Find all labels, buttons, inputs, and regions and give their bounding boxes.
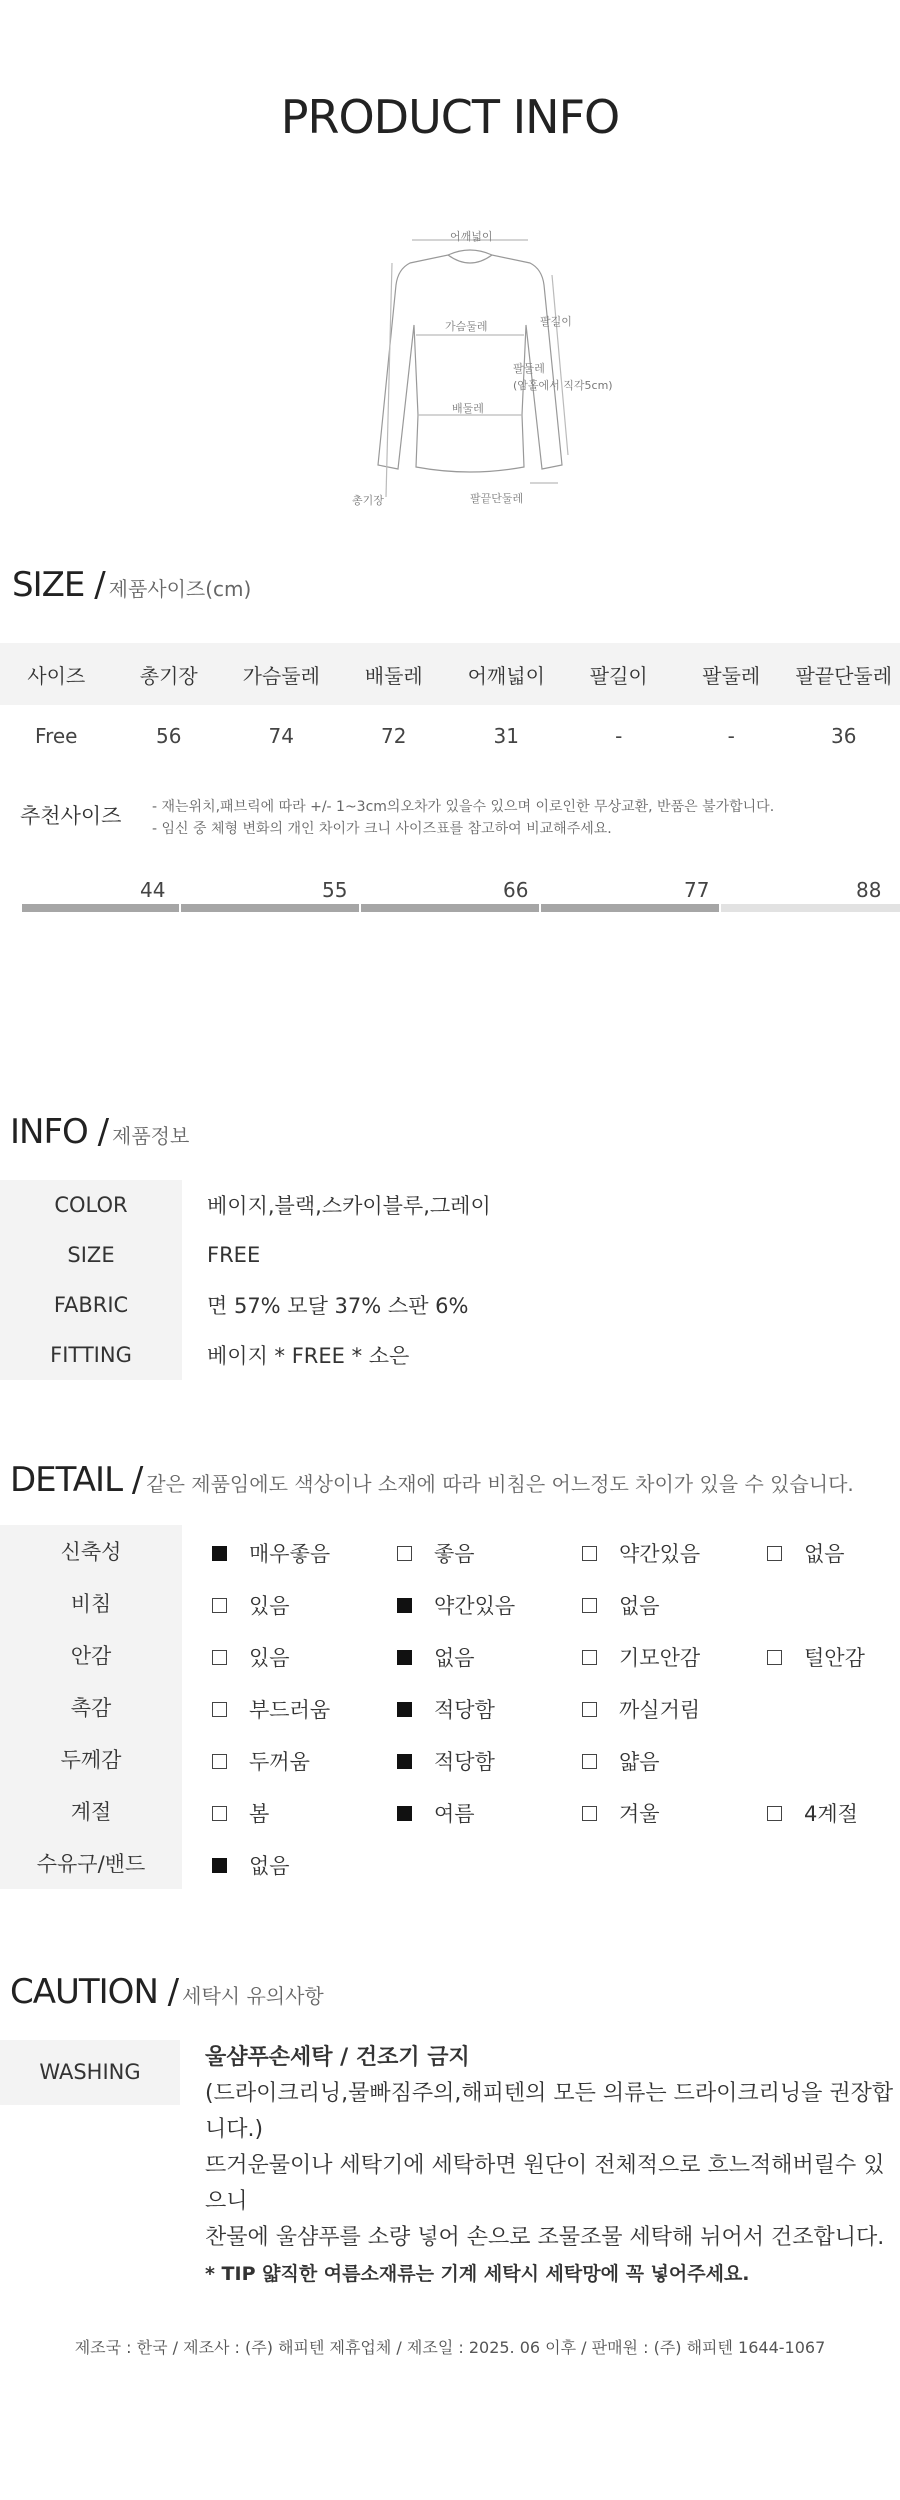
detail-options	[182, 1629, 900, 1681]
detail-key: 비침	[0, 1577, 182, 1629]
info-heading-title: INFO /	[10, 1112, 109, 1152]
detail-key: 계절	[0, 1785, 182, 1837]
size-table-row	[0, 705, 900, 767]
detail-option-label: 기모안감	[619, 1646, 701, 1670]
caution-heading-sub: 세탁시 유의사항	[182, 1984, 324, 2008]
detail-option-label: 봄	[249, 1802, 270, 1826]
size-col-header: 가슴둘레	[225, 643, 338, 705]
detail-option-label: 좋음	[434, 1542, 475, 1566]
detail-option	[212, 1694, 330, 1724]
detail-option-label: 적당함	[434, 1750, 495, 1774]
diagram-label-cuff: 팔끝단둘레	[470, 492, 524, 505]
info-table	[0, 1180, 900, 1380]
unchecked-box-icon	[767, 1546, 782, 1561]
detail-options	[182, 1733, 900, 1785]
info-value: 베이지 * FREE * 소은	[207, 1344, 410, 1368]
checked-box-icon	[397, 1650, 412, 1665]
detail-heading	[10, 1460, 854, 1500]
detail-option	[582, 1642, 700, 1672]
info-row	[0, 1330, 900, 1380]
size-heading-title: SIZE /	[12, 565, 105, 605]
checked-box-icon	[212, 1546, 227, 1561]
detail-option	[582, 1590, 660, 1620]
scale-segment	[181, 904, 359, 912]
unchecked-box-icon	[582, 1806, 597, 1821]
detail-option	[767, 1642, 865, 1672]
detail-option-label: 부드러움	[249, 1698, 331, 1722]
scale-segment	[541, 904, 719, 912]
detail-option	[212, 1746, 310, 1776]
detail-option-label: 없음	[249, 1854, 290, 1878]
size-cell: -	[727, 724, 735, 748]
size-table-header	[0, 643, 900, 705]
info-key: FITTING	[0, 1330, 182, 1380]
detail-row	[0, 1837, 900, 1889]
scale-label-55: 55	[322, 878, 348, 902]
detail-key: 두께감	[0, 1733, 182, 1785]
unchecked-box-icon	[582, 1598, 597, 1613]
detail-option	[767, 1538, 845, 1568]
detail-options	[182, 1785, 900, 1837]
page-title: PRODUCT INFO	[280, 90, 620, 144]
unchecked-box-icon	[212, 1754, 227, 1769]
checked-box-icon	[212, 1858, 227, 1873]
info-value: 면 57% 모달 37% 스판 6%	[207, 1294, 469, 1318]
footer-info: 제조국 : 한국 / 제조사 : (주) 해피텐 제휴업체 / 제조일 : 2025. 06 이후 / 판매원 : (주) 해피텐 1644-1067	[74, 2338, 826, 2357]
size-col-header: 어깨넓이	[450, 643, 563, 705]
scale-label-77: 77	[684, 878, 710, 902]
detail-option-label: 여름	[434, 1802, 475, 1826]
detail-options	[182, 1525, 900, 1577]
size-heading-sub: 제품사이즈(cm)	[108, 577, 252, 601]
detail-option-label: 4계절	[804, 1802, 858, 1826]
detail-option	[767, 1798, 858, 1828]
detail-option-label: 매우좋음	[249, 1542, 331, 1566]
detail-option-label: 털안감	[804, 1646, 865, 1670]
checked-box-icon	[397, 1754, 412, 1769]
detail-option-label: 얇음	[619, 1750, 660, 1774]
diagram-label-sleeve-width-note: (암홀에서 직각5cm)	[513, 379, 613, 392]
size-cell: 31	[493, 724, 519, 748]
size-cell: 36	[831, 724, 857, 748]
detail-option	[397, 1746, 495, 1776]
washing-line: 찬물에 울샴푸를 소량 넣어 손으로 조물조물 세탁해 뉘어서 건조합니다.	[205, 2225, 885, 2250]
washing-line: (드라이크리닝,물빠짐주의,해피텐의 모든 의류는 드라이크리닝을 권장합니다.)	[205, 2081, 894, 2142]
scale-label-66: 66	[503, 878, 529, 902]
detail-option	[582, 1746, 660, 1776]
detail-option	[582, 1538, 700, 1568]
detail-options	[182, 1577, 900, 1629]
detail-option	[397, 1694, 495, 1724]
diagram-label-total-length: 총기장	[352, 494, 384, 507]
size-cell: Free	[35, 724, 78, 748]
detail-option-label: 없음	[434, 1646, 475, 1670]
info-value: 베이지,블랙,스카이블루,그레이	[207, 1194, 491, 1218]
detail-option-label: 있음	[249, 1646, 290, 1670]
caution-heading	[10, 1972, 324, 2012]
size-col-header: 팔끝단둘레	[788, 643, 900, 705]
detail-row	[0, 1681, 900, 1733]
recommend-size-label: 추천사이즈	[20, 804, 122, 828]
info-row	[0, 1280, 900, 1330]
info-row	[0, 1180, 900, 1230]
garment-measure-diagram	[330, 215, 610, 515]
size-col-header: 총기장	[113, 643, 226, 705]
unchecked-box-icon	[397, 1546, 412, 1561]
diagram-label-sleeve-length: 팔길이	[540, 315, 572, 328]
checked-box-icon	[397, 1806, 412, 1821]
scale-label-44: 44	[140, 878, 166, 902]
detail-options	[182, 1681, 900, 1733]
info-value: FREE	[207, 1243, 261, 1267]
checked-box-icon	[397, 1702, 412, 1717]
info-row	[0, 1230, 900, 1280]
detail-row	[0, 1577, 900, 1629]
detail-option	[397, 1798, 475, 1828]
size-notes	[152, 796, 774, 840]
detail-options	[182, 1837, 900, 1889]
unchecked-box-icon	[212, 1598, 227, 1613]
unchecked-box-icon	[582, 1754, 597, 1769]
size-col-header: 사이즈	[0, 643, 113, 705]
detail-option-label: 두꺼움	[249, 1750, 310, 1774]
detail-option-label: 있음	[249, 1594, 290, 1618]
detail-key: 촉감	[0, 1681, 182, 1733]
washing-tip: * TIP 얇직한 여름소재류는 기계 세탁시 세탁망에 꼭 넣어주세요.	[205, 2263, 750, 2285]
scale-segment	[22, 904, 179, 912]
unchecked-box-icon	[582, 1650, 597, 1665]
scale-label-88: 88	[856, 878, 882, 902]
info-heading	[10, 1112, 189, 1152]
info-key: FABRIC	[0, 1280, 182, 1330]
caution-heading-title: CAUTION /	[10, 1972, 179, 2012]
detail-row	[0, 1733, 900, 1785]
detail-option-label: 없음	[619, 1594, 660, 1618]
size-note: - 임신 중 체형 변화의 개인 차이가 크니 사이즈표를 참고하여 비교해주세요.	[152, 821, 612, 837]
unchecked-box-icon	[582, 1546, 597, 1561]
size-heading	[12, 565, 251, 605]
detail-option	[582, 1798, 660, 1828]
unchecked-box-icon	[767, 1650, 782, 1665]
detail-key: 안감	[0, 1629, 182, 1681]
detail-option-label: 약간있음	[619, 1542, 701, 1566]
detail-row	[0, 1629, 900, 1681]
detail-option-label: 약간있음	[434, 1594, 516, 1618]
washing-line: 뜨거운물이나 세탁기에 세탁하면 원단이 전체적으로 흐느적해버릴수 있으니	[205, 2153, 885, 2214]
size-table	[0, 643, 900, 767]
size-col-header: 팔둘레	[675, 643, 788, 705]
detail-option	[397, 1590, 515, 1620]
detail-option	[212, 1642, 290, 1672]
scale-segment	[721, 904, 900, 912]
washing-instructions	[205, 2040, 900, 2292]
scale-segment	[361, 904, 539, 912]
detail-row	[0, 1785, 900, 1837]
detail-table	[0, 1525, 900, 1889]
detail-option	[212, 1850, 290, 1880]
detail-option	[397, 1538, 475, 1568]
info-key: COLOR	[0, 1180, 182, 1230]
unchecked-box-icon	[767, 1806, 782, 1821]
size-cell: 72	[381, 724, 407, 748]
diagram-label-sleeve-width: 팔둘레	[513, 362, 545, 375]
diagram-label-shoulder: 어깨넓이	[450, 230, 493, 243]
size-cell: 74	[268, 724, 294, 748]
detail-key: 수유구/밴드	[0, 1837, 182, 1889]
detail-option-label: 없음	[804, 1542, 845, 1566]
info-key: SIZE	[0, 1230, 182, 1280]
info-heading-sub: 제품정보	[112, 1124, 190, 1148]
detail-option	[397, 1642, 475, 1672]
detail-heading-title: DETAIL /	[10, 1460, 143, 1500]
detail-option-label: 겨울	[619, 1802, 660, 1826]
detail-option-label: 적당함	[434, 1698, 495, 1722]
detail-option	[582, 1694, 700, 1724]
size-col-header: 팔길이	[563, 643, 676, 705]
washing-line: 울샴푸손세탁 / 건조기 금지	[205, 2045, 470, 2070]
unchecked-box-icon	[212, 1702, 227, 1717]
size-cell: -	[615, 724, 623, 748]
unchecked-box-icon	[212, 1806, 227, 1821]
detail-option	[212, 1538, 330, 1568]
detail-heading-sub: 같은 제품임에도 색상이나 소재에 따라 비침은 어느정도 차이가 있을 수 있습니다.	[146, 1472, 854, 1496]
size-col-header: 배둘레	[338, 643, 451, 705]
diagram-label-waist: 배둘레	[452, 402, 484, 415]
size-note: - 재는위치,패브릭에 따라 +/- 1~3cm의오차가 있을수 있으며 이로인한 무상교환, 반품은 불가합니다.	[152, 799, 775, 815]
detail-option	[212, 1590, 290, 1620]
washing-key: WASHING	[0, 2040, 180, 2105]
unchecked-box-icon	[212, 1650, 227, 1665]
unchecked-box-icon	[582, 1702, 597, 1717]
checked-box-icon	[397, 1598, 412, 1613]
detail-row	[0, 1525, 900, 1577]
size-cell: 56	[156, 724, 182, 748]
detail-option	[212, 1798, 269, 1828]
detail-key: 신축성	[0, 1525, 182, 1577]
diagram-label-chest: 가슴둘레	[445, 320, 488, 333]
detail-option-label: 까실거림	[619, 1698, 701, 1722]
